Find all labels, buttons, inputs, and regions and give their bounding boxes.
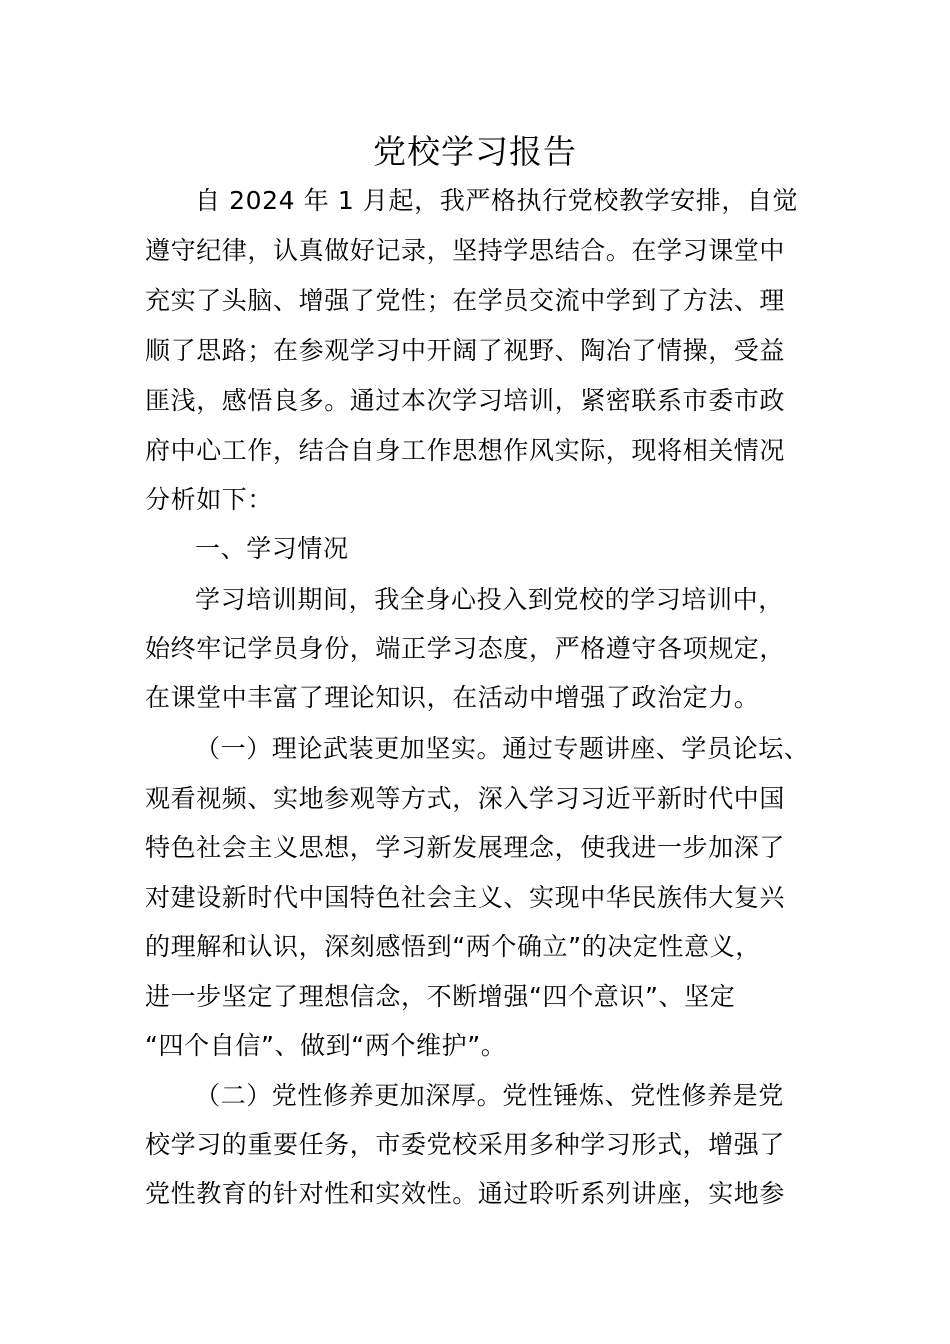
- body-line: 的理解和认识，深刻感悟到“两个确立”的决定性意义，: [145, 932, 761, 961]
- body-line: 顺了思路；在参观学习中开阔了视野、陶冶了情操，受益: [145, 336, 786, 365]
- body-line: 观看视频、实地参观等方式，深入学习习近平新时代中国: [145, 784, 786, 813]
- document-title: 党校学习报告: [373, 132, 577, 171]
- subsection-line: （二）党性修养更加深厚。党性锤炼、党性修养是党: [195, 1081, 784, 1110]
- body-line: 自 2024 年 1 月起，我严格执行党校教学安排，自觉: [195, 186, 799, 215]
- body-line: 学习培训期间，我全身心投入到党校的学习培训中，: [195, 585, 784, 614]
- section-heading: 一、学习情况: [195, 534, 349, 563]
- body-line: 对建设新时代中国特色社会主义、实现中华民族伟大复兴: [145, 883, 786, 912]
- subsection-line: （一）理论武装更加坚实。通过专题讲座、学员论坛、: [195, 734, 810, 763]
- body-line: 遵守纪律，认真做好记录，坚持学思结合。在学习课堂中: [145, 236, 786, 265]
- body-line: 进一步坚定了理想信念，不断增强“四个意识”、坚定: [145, 982, 736, 1011]
- body-line: 党性教育的针对性和实效性。通过聆听系列讲座，实地参: [145, 1179, 786, 1208]
- body-line: 府中心工作，结合自身工作思想作风实际，现将相关情况: [145, 436, 786, 465]
- body-line: 匪浅，感悟良多。通过本次学习培训，紧密联系市委市政: [145, 386, 786, 415]
- body-line: 校学习的重要任务，市委党校采用多种学习形式，增强了: [145, 1130, 786, 1159]
- body-line: 特色社会主义思想，学习新发展理念，使我进一步加深了: [145, 833, 786, 862]
- body-line: 在课堂中丰富了理论知识，在活动中增强了政治定力。: [145, 683, 760, 712]
- body-line: “四个自信”、做到“两个维护”。: [145, 1031, 507, 1060]
- body-line: 始终牢记学员身份，端正学习态度，严格遵守各项规定，: [145, 634, 786, 663]
- body-line: 充实了头脑、增强了党性；在学员交流中学到了方法、理: [145, 286, 786, 315]
- body-line: 分析如下：: [145, 485, 274, 514]
